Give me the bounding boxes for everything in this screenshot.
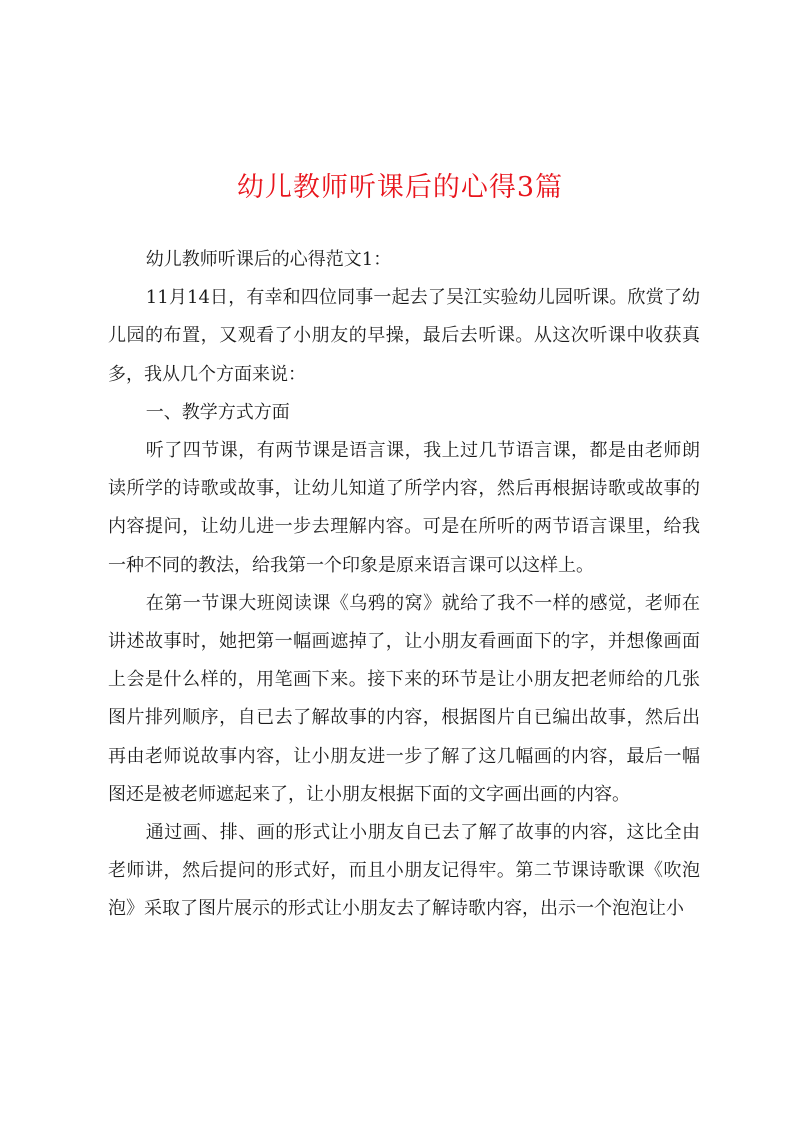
paragraph-section-heading: 一、教学方式方面 bbox=[145, 401, 290, 423]
paragraph-first-lesson: 在第一节课大班阅读课《乌鸦的窝》就给了我不一样的感觉，老师在讲述故事时，她把第一幅画遮掉了，让小朋友看画面下的字，并想像画面上会是什么样的，用笔画下来。接下来的环节是让小朋友把老师给的几张图片排列顺序，自已去了解故事的内容，根据图片自已编出故事，然后出再由老师说故事内容，让小朋友进一步了解了这几幅画的内容，最后一幅图还是被老师遮起来了，让小朋友根据下面的文字画出画的内容。 bbox=[108, 592, 700, 805]
paragraph-intro: 11月14日，有幸和四位同事一起去了吴江实验幼儿园听课。欣赏了幼儿园的布置，又观看了小朋友的早操，最后去听课。从这次听课中收获真多，我从几个方面来说： bbox=[108, 287, 700, 385]
document-title: 幼儿教师听课后的心得3篇 bbox=[236, 172, 564, 203]
paragraph-language-lessons: 听了四节课，有两节课是语言课，我上过几节语言课，都是由老师朗读所学的诗歌或故事，让幼儿知道了所学内容，然后再根据诗歌或故事的内容提问，让幼儿进一步去理解内容。可是在所听的两节语言课里，给我一种不同的教法，给我第一个印象是原来语言课可以这样上。 bbox=[108, 440, 700, 576]
paragraph-second-lesson: 通过画、排、画的形式让小朋友自已去了解了故事的内容，这比全由老师讲，然后提问的形式好，而且小朋友记得牢。第二节课诗歌课《吹泡泡》采取了图片展示的形式让小朋友去了解诗歌内容，出示一个泡泡让小 bbox=[108, 822, 700, 920]
document-body bbox=[108, 241, 700, 929]
paragraph-heading-sample-1: 幼儿教师听课后的心得范文1： bbox=[145, 249, 392, 270]
